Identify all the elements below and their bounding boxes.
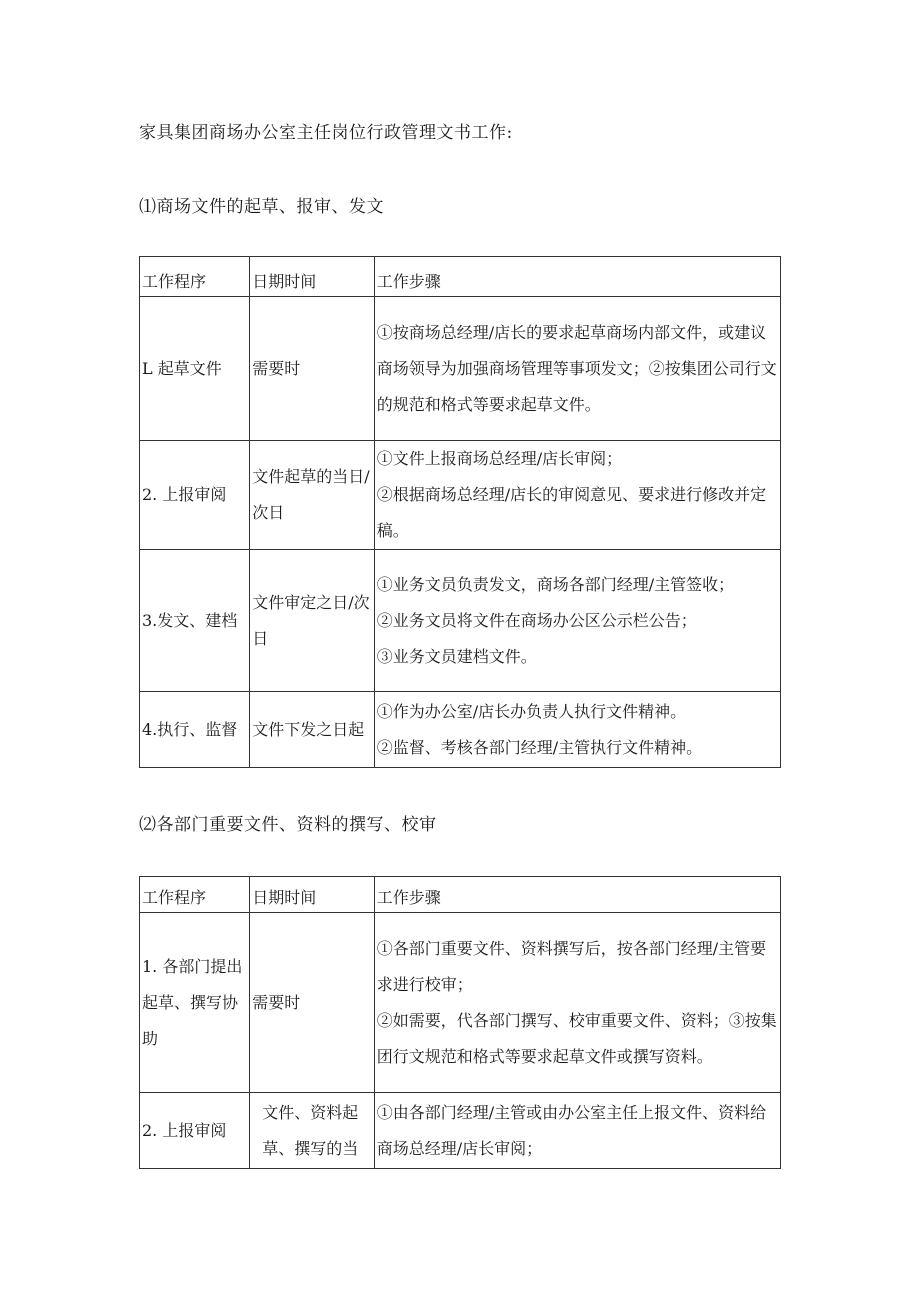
section1-table (139, 256, 781, 768)
row-step: 3.发文、建档 (140, 550, 250, 692)
detail-line: ①按商场总经理/店长的要求起草商场内部文件，或建议商场领导为加强商场管理等事项发文；②按集团公司行文的规范和格式等要求起草文件。 (376, 322, 777, 414)
section2-table (139, 876, 781, 1169)
row-step: 2. 上报审阅 (140, 441, 250, 550)
header-procedure: 工作程序 (140, 877, 250, 913)
detail-line: ①业务文员负责发文，商场各部门经理/主管签收； (376, 574, 735, 594)
detail-line: ①由各部门经理/主管或由办公室主任上报文件、资料给商场总经理/店长审阅； (376, 1102, 767, 1158)
table-header-row (140, 257, 781, 297)
detail-line: ①作为办公室/店长办负责人执行文件精神。 (376, 701, 687, 721)
detail-line: ①文件上报商场总经理/店长审阅； (376, 449, 623, 468)
header-procedure: 工作程序 (140, 257, 250, 297)
detail-line: ③业务文员建档文件。 (376, 646, 537, 666)
detail-line: ②监督、考核各部门经理/主管执行文件精神。 (376, 737, 703, 757)
detail-line: ①各部门重要文件、资料撰写后，按各部门经理/主管要求进行校审； (376, 938, 767, 994)
table-row (140, 1093, 781, 1169)
table-row (140, 913, 781, 1093)
row-detail (374, 1093, 780, 1169)
row-time: 需要时 (250, 913, 375, 1093)
row-time: 文件、资料起草、撰写的当 (250, 1093, 375, 1169)
row-detail (374, 297, 780, 441)
detail-line: ②如需要，代各部门撰写、校审重要文件、资料；③按集团行文规范和格式等要求起草文件或撰写资料。 (376, 1010, 777, 1066)
table-row (140, 297, 781, 441)
header-steps: 工作步骤 (374, 877, 780, 913)
row-step: 2. 上报审阅 (140, 1093, 250, 1169)
table-header-row (140, 877, 781, 913)
detail-line: ②业务文员将文件在商场办公区公示栏公告； (376, 610, 697, 630)
header-steps: 工作步骤 (374, 257, 780, 297)
row-time: 文件审定之日/次日 (250, 550, 375, 692)
header-datetime: 日期时间 (250, 257, 375, 297)
row-time: 文件下发之日起 (250, 692, 375, 768)
row-step: 1. 各部门提出起草、撰写协助 (140, 913, 250, 1093)
row-detail (374, 913, 780, 1093)
row-step: 4.执行、监督 (140, 692, 250, 768)
row-detail (374, 441, 780, 550)
row-detail (374, 550, 780, 692)
section2-heading: ⑵各部门重要文件、资料的撰写、校审 (139, 815, 437, 835)
row-time: 文件起草的当日/次日 (250, 441, 375, 550)
section1-heading: ⑴商场文件的起草、报审、发文 (139, 197, 384, 217)
row-detail (374, 692, 780, 768)
row-step: L 起草文件 (140, 297, 250, 441)
header-datetime: 日期时间 (250, 877, 375, 913)
table-row (140, 441, 781, 550)
document-title: 家具集团商场办公室主任岗位行政管理文书工作: (139, 123, 513, 143)
detail-line: ②根据商场总经理/店长的审阅意见、要求进行修改并定稿。 (376, 485, 767, 540)
row-time: 需要时 (250, 297, 375, 441)
table-row (140, 692, 781, 768)
table-row (140, 550, 781, 692)
